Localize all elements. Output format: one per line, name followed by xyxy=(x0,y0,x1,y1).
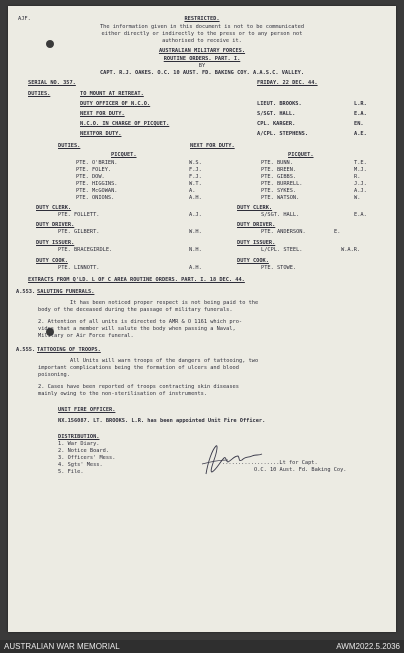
list-item: PTE. ONIONS. xyxy=(76,195,115,201)
duty-role: NEXT FOR DUTY. xyxy=(80,111,125,117)
signature-line: ..................Lt for Capt. xyxy=(222,460,318,466)
next-for-duty-heading: NEXT FOR DUTY. xyxy=(190,143,235,149)
list-item-initials: F.J. xyxy=(189,174,202,180)
list-item-initials: W.T. xyxy=(189,181,202,187)
detail-person: PTE. FOLLETT. xyxy=(58,212,100,218)
detail-heading: DUTY DRIVER. xyxy=(237,222,276,228)
duty-person: S/SGT. HALL. xyxy=(257,111,296,117)
file-ref: AJF. xyxy=(18,16,31,22)
duties-subheading: DUTIES. xyxy=(58,143,81,149)
order-text: poisoning. xyxy=(38,372,70,378)
by-line: BY xyxy=(198,63,206,69)
list-item-initials: T.E. xyxy=(354,160,367,166)
detail-initials: A.H. xyxy=(189,265,202,271)
duties-heading: DUTIES. xyxy=(28,91,51,97)
list-item-initials: W.S. xyxy=(189,160,202,166)
list-item-initials: A.J. xyxy=(354,188,367,194)
duty-initials: E.A. xyxy=(354,111,367,117)
order-text: mainly owing to the non-sterilisation of instruments. xyxy=(38,391,208,397)
duty-role: DUTY OFFICER OF N.C.O. xyxy=(80,101,151,107)
fire-officer-text: NX.156087. LT. BROOKS. L.R. has been appointed Unit Fire Officer. xyxy=(58,418,266,424)
list-item-initials: A.H. xyxy=(189,195,202,201)
detail-person: L/CPL. STEEL. xyxy=(261,247,303,253)
list-item: PTE. McGOWAN. xyxy=(76,188,118,194)
duty-person: LIEUT. BROOKS. xyxy=(257,101,302,107)
document-date: FRIDAY. 22 DEC. 44. xyxy=(257,80,318,86)
duty-person: A/CPL. STEPHENS. xyxy=(257,131,309,137)
detail-person: PTE. LINNOTT. xyxy=(58,265,100,271)
classification: RESTRICTED. xyxy=(184,16,220,22)
list-item: PTE. GIBBS. xyxy=(261,174,297,180)
list-item-initials: W. xyxy=(354,195,361,201)
detail-person: PTE. STOWE. xyxy=(261,265,297,271)
order-text: 2. Cases have been reported of troops contracting skin diseases xyxy=(38,384,239,390)
notice-line: The information given in this document is not to be communicated xyxy=(99,24,305,30)
duty-role: N.C.O. IN CHARGE OF PICQUET. xyxy=(80,121,170,127)
duty-initials: L.R. xyxy=(354,101,367,107)
list-item: PTE. DOW. xyxy=(76,174,105,180)
duty-initials: EN. xyxy=(354,121,364,127)
footer-bar xyxy=(0,640,404,653)
order-text: All Units will warn troops of the dangers of tattooing, two xyxy=(70,358,259,364)
force-title: AUSTRALIAN MILITARY FORCES. xyxy=(158,48,246,54)
mount-heading: TO MOUNT AT RETREAT. xyxy=(80,91,144,97)
duty-person: CPL. KARGER. xyxy=(257,121,296,127)
list-item-initials: J.J. xyxy=(354,181,367,187)
detail-person: PTE. GILBERT. xyxy=(58,229,100,235)
detail-person: PTE. ANDERSON. xyxy=(261,229,306,235)
detail-person: PTE. BRACEGIRDLE. xyxy=(58,247,113,253)
document-page xyxy=(8,6,396,632)
detail-heading: DUTY COOK. xyxy=(36,258,68,264)
list-item-initials: A. xyxy=(189,188,196,194)
list-item: PTE. FOLEY. xyxy=(76,167,112,173)
list-item-initials: R. xyxy=(354,174,361,180)
list-item: PTE. HIGGINS. xyxy=(76,181,118,187)
detail-heading: DUTY CLERK. xyxy=(36,205,72,211)
detail-initials: A.J. xyxy=(189,212,202,218)
author: CAPT. R.J. OAKES. O.C. 10 AUST. FD. BAKING COY. A.A.S.C. VALLEY. xyxy=(99,70,305,76)
signatory-unit: O.C. 10 Aust. Fd. Baking Coy. xyxy=(254,467,347,473)
order-text: Military or Air Force funeral. xyxy=(38,333,134,339)
detail-initials: E.A. xyxy=(354,212,367,218)
detail-initials: W.A.R. xyxy=(341,247,361,253)
list-item: PTE. WATSON. xyxy=(261,195,300,201)
picquet-heading: PICQUET. xyxy=(288,152,314,158)
notice-line: authorised to receive it. xyxy=(162,38,242,44)
detail-initials: N.H. xyxy=(189,247,202,253)
list-item: PTE. BURRELL. xyxy=(261,181,303,187)
order-text: important complications being the formation of ulcers and blood xyxy=(38,365,239,371)
order-text: 2. Attention of all units is directed to AMR & O 1161 which pro- xyxy=(38,319,243,325)
order-number: A.555. xyxy=(16,347,36,353)
list-item: PTE. BREEN. xyxy=(261,167,297,173)
detail-initials: W.H. xyxy=(189,229,202,235)
footer-accession: AWM2022.5.2036 xyxy=(336,642,400,651)
distribution-heading: DISTRIBUTION. xyxy=(58,434,100,440)
detail-heading: DUTY DRIVER. xyxy=(36,222,75,228)
detail-heading: DUTY COOK. xyxy=(237,258,269,264)
picquet-heading: PICQUET. xyxy=(111,152,137,158)
order-text: body of the deceased during the passage of military funerals. xyxy=(38,307,233,313)
serial-number: SERIAL NO. 357. xyxy=(28,80,76,86)
distribution-item: 4. Sgts' Mess. xyxy=(58,462,103,468)
order-number: A.553. xyxy=(16,289,36,295)
detail-heading: DUTY CLERK. xyxy=(237,205,273,211)
list-item-initials: F.J. xyxy=(189,167,202,173)
order-title: SALUTING FUNERALS. xyxy=(37,289,95,295)
order-text: vides that a member will salute the body when passing a Naval, xyxy=(38,326,236,332)
detail-person: S/SGT. HALL. xyxy=(261,212,300,218)
extracts-heading: EXTRACTS FROM Q'LD. L OF C AREA ROUTINE ORDERS. PART. I. 18 DEC. 44. xyxy=(28,277,245,283)
list-item-initials: M.J. xyxy=(354,167,367,173)
document-title: ROUTINE ORDERS. PART. I. xyxy=(163,56,241,62)
footer-source: AUSTRALIAN WAR MEMORIAL xyxy=(4,642,120,651)
distribution-item: 5. File. xyxy=(58,469,84,475)
order-text: It has been noticed proper respect is not being paid to the xyxy=(70,300,259,306)
notice-line: either directly or indirectly to the press or to any person not xyxy=(101,31,303,37)
list-item: PTE. O'BRIEN. xyxy=(76,160,118,166)
fire-officer-heading: UNIT FIRE OFFICER. xyxy=(58,407,116,413)
list-item: PTE. BUNN. xyxy=(261,160,293,166)
distribution-item: 1. War Diary. xyxy=(58,441,100,447)
distribution-item: 3. Officers' Mess. xyxy=(58,455,116,461)
list-item: PTE. SYKES. xyxy=(261,188,297,194)
detail-heading: DUTY ISSUER. xyxy=(237,240,276,246)
distribution-item: 2. Notice Board. xyxy=(58,448,110,454)
detail-heading: DUTY ISSUER. xyxy=(36,240,75,246)
duty-initials: A.E. xyxy=(354,131,367,137)
order-title: TATTOOING OF TROOPS. xyxy=(37,347,101,353)
detail-initials: E. xyxy=(334,229,341,235)
duty-role: NEXTFOR DUTY. xyxy=(80,131,122,137)
